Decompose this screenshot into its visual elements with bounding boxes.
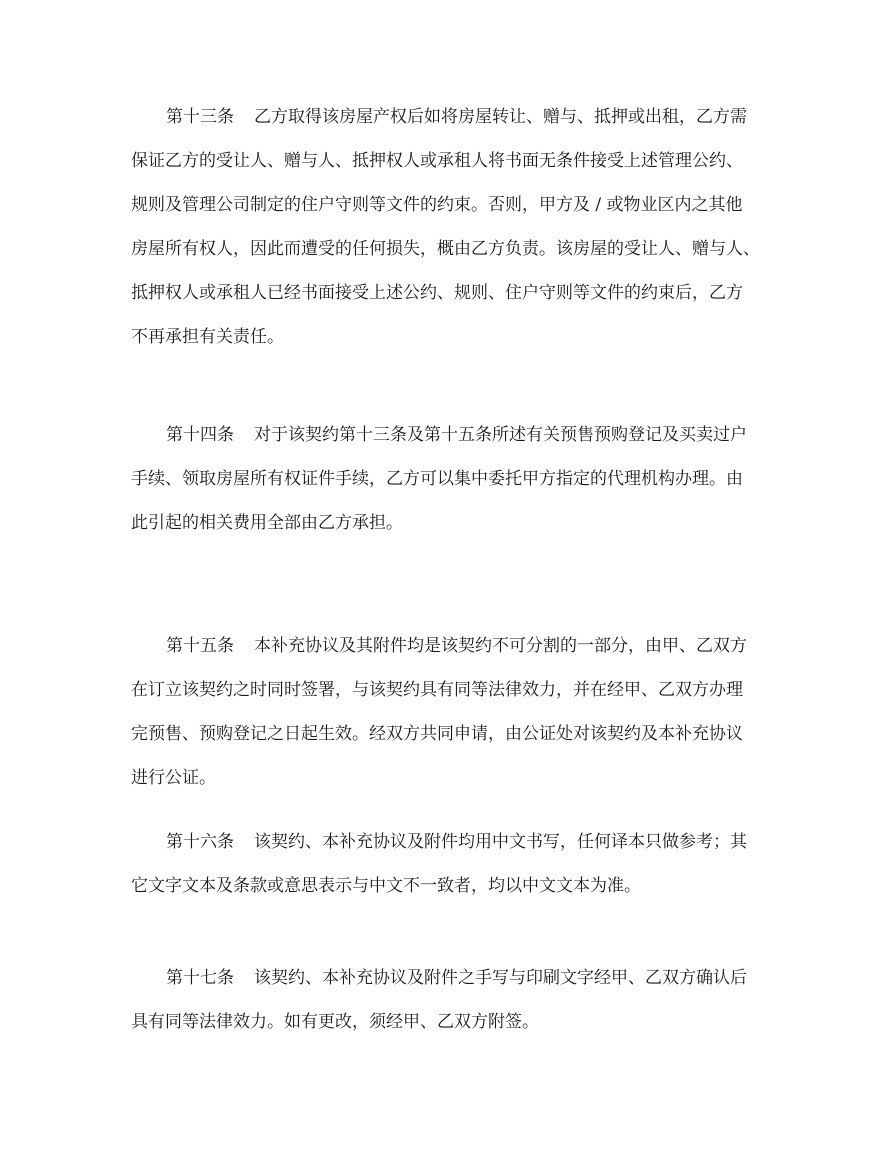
article-label: 第十三条 — [166, 107, 234, 127]
clause-line: 在订立该契约之时同时签署，与该契约具有同等法律效力，并在经甲、乙双方办理 — [131, 680, 743, 700]
clause-first-line — [166, 425, 747, 445]
clause-first-line — [166, 636, 747, 656]
clause-text: 对于该契约第十三条及第十五条所述有关预售预购登记及买卖过户 — [254, 425, 747, 445]
article-label: 第十七条 — [166, 968, 234, 988]
clause-line: 房屋所有权人，因此而遭受的任何损失，概由乙方负责。该房屋的受让人、赠与人、 — [131, 239, 760, 259]
clause-text: 该契约、本补充协议及附件之手写与印刷文字经甲、乙双方确认后 — [254, 968, 747, 988]
article-label: 第十五条 — [166, 636, 234, 656]
clause-line: 进行公证。 — [131, 768, 216, 788]
clause-text: 该契约、本补充协议及附件均用中文书写，任何译本只做参考；其 — [254, 832, 747, 852]
clause-line: 手续、领取房屋所有权证件手续，乙方可以集中委托甲方指定的代理机构办理。由 — [131, 469, 743, 489]
clause-first-line — [166, 832, 747, 852]
clause-text: 本补充协议及其附件均是该契约不可分割的一部分，由甲、乙双方 — [254, 636, 747, 656]
article-label: 第十四条 — [166, 425, 234, 445]
clause-line: 它文字文本及条款或意思表示与中文不一致者，均以中文文本为准。 — [131, 876, 641, 896]
clause-line: 具有同等法律效力。如有更改，须经甲、乙双方附签。 — [131, 1012, 539, 1032]
clause-first-line — [166, 107, 747, 127]
clause-line: 不再承担有关责任。 — [131, 327, 284, 347]
clause-line: 完预售、预购登记之日起生效。经双方共同申请，由公证处对该契约及本补充协议 — [131, 724, 743, 744]
clause-line: 抵押权人或承租人已经书面接受上述公约、规则、住户守则等文件的约束后，乙方 — [131, 283, 743, 303]
clause-line: 规则及管理公司制定的住户守则等文件的约束。否则，甲方及 / 或物业区内之其他 — [131, 195, 743, 215]
article-label: 第十六条 — [166, 832, 234, 852]
clause-line: 保证乙方的受让人、赠与人、抵押权人或承租人将书面无条件接受上述管理公约、 — [131, 151, 743, 171]
clause-first-line — [166, 968, 747, 988]
clause-line: 此引起的相关费用全部由乙方承担。 — [131, 513, 403, 533]
clause-text: 乙方取得该房屋产权后如将房屋转让、赠与、抵押或出租，乙方需 — [254, 107, 747, 127]
